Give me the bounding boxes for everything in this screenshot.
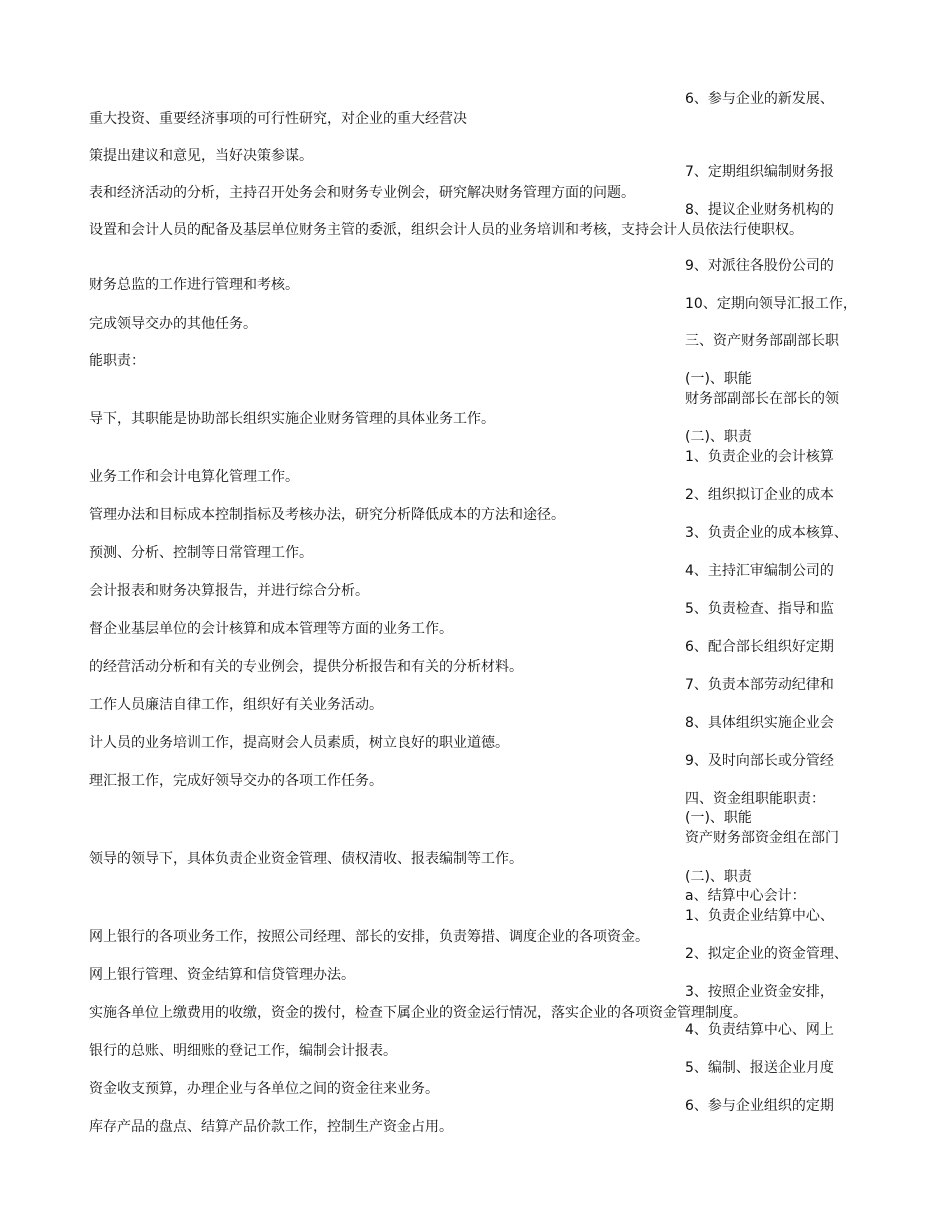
text-line: 会计报表和财务决算报告，并进行综合分析。 [89,583,369,599]
text-line: 网上银行管理、资金结算和信贷管理办法。 [89,967,355,983]
text-line: 7、定期组织编制财务报 [685,164,834,180]
text-line: 5、负责检查、指导和监 [685,601,834,617]
text-line: a、结算中心会计： [685,888,806,904]
text-line: 财务部副部长在部长的领 [685,391,839,407]
text-line: 的经营活动分析和有关的专业例会，提供分析报告和有关的分析材料。 [89,659,523,675]
text-line: 表和经济活动的分析，主持召开处务会和财务专业例会，研究解决财务管理方面的问题。 [89,185,635,201]
text-line: 策提出建议和意见，当好决策参谋。 [89,148,313,164]
text-line: 1、负责企业结算中心、 [685,908,834,924]
text-line: 1、负责企业的会计核算 [685,449,834,465]
text-line: 2、组织拟订企业的成本 [685,487,834,503]
text-line: 导下，其职能是协助部长组织实施企业财务管理的具体业务工作。 [89,411,495,427]
section-heading: 四、资金组职能职责： [685,791,825,807]
text-line: 银行的总账、明细账的登记工作，编制会计报表。 [89,1043,397,1059]
text-line: 实施各单位上缴费用的收缴，资金的拨付，检查下属企业的资金运行情况，落实企业的各项资金管理制度。 [89,1005,747,1021]
text-line: 领导的领导下，具体负责企业资金管理、债权清收、报表编制等工作。 [89,851,523,867]
subsection-heading: (二)、职责 [685,869,752,885]
text-line: 业务工作和会计电算化管理工作。 [89,469,299,485]
text-line: 督企业基层单位的会计核算和成本管理等方面的业务工作。 [89,621,453,637]
text-line: 4、负责结算中心、网上 [685,1022,834,1038]
text-line: 3、按照企业资金安排， [685,984,834,1000]
text-line: 财务总监的工作进行管理和考核。 [89,277,299,293]
subsection-heading: (一)、职能 [685,371,752,387]
subsection-heading: (二)、职责 [685,429,752,445]
text-line: 预测、分析、控制等日常管理工作。 [89,545,313,561]
text-line: 工作人员廉洁自律工作，组织好有关业务活动。 [89,697,383,713]
text-line: 7、负责本部劳动纪律和 [685,677,834,693]
text-line: 2、拟定企业的资金管理、 [685,946,848,962]
text-line: 重大投资、重要经济事项的可行性研究，对企业的重大经营决 [89,111,467,127]
text-line: 管理办法和目标成本控制指标及考核办法，研究分析降低成本的方法和途径。 [89,507,565,523]
text-line: 9、及时向部长或分管经 [685,753,834,769]
text-line: 6、参与企业组织的定期 [685,1098,834,1114]
text-line: 资产财务部资金组在部门 [685,830,839,846]
text-line: 5、编制、报送企业月度 [685,1060,834,1076]
text-line: 完成领导交办的其他任务。 [89,316,257,332]
text-line: 6、配合部长组织好定期 [685,639,834,655]
text-line: 8、具体组织实施企业会 [685,715,834,731]
text-line: 资金收支预算，办理企业与各单位之间的资金往来业务。 [89,1081,439,1097]
text-line: 10、定期向领导汇报工作， [685,296,857,312]
text-line: 网上银行的各项业务工作，按照公司经理、部长的安排，负责筹措、调度企业的各项资金。 [89,929,649,945]
text-line: 6、参与企业的新发展、 [685,91,834,107]
section-heading: 三、资产财务部副部长职 [685,333,839,349]
text-line: 8、提议企业财务机构的 [685,202,834,218]
text-line: 4、主持汇审编制公司的 [685,563,834,579]
text-line: 能职责： [89,353,145,369]
text-line: 计人员的业务培训工作，提高财会人员素质，树立良好的职业道德。 [89,735,509,751]
text-line: 设置和会计人员的配备及基层单位财务主管的委派，组织会计人员的业务培训和考核，支持会计人员依法行使职权。 [89,222,803,238]
text-line: 9、对派往各股份公司的 [685,258,834,274]
subsection-heading: (一)、职能 [685,810,752,826]
text-line: 库存产品的盘点、结算产品价款工作，控制生产资金占用。 [89,1119,453,1135]
text-line: 3、负责企业的成本核算、 [685,525,848,541]
text-line: 理汇报工作，完成好领导交办的各项工作任务。 [89,773,383,789]
